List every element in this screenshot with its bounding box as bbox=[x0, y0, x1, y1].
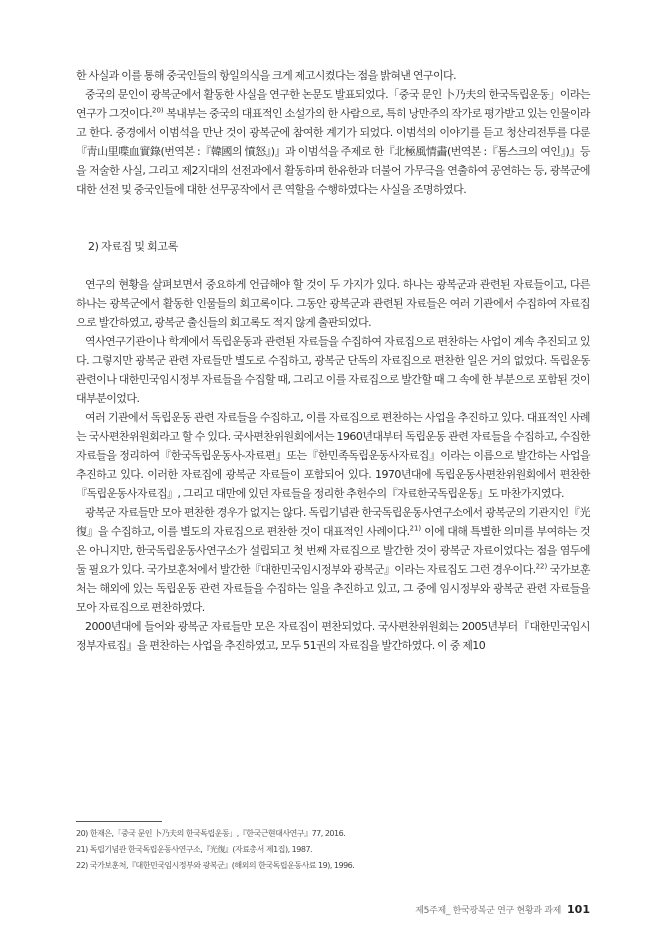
footnote-divider bbox=[76, 821, 162, 822]
footnote-ref: 21) bbox=[409, 524, 422, 533]
paragraph: 2000년대에 들어와 광복군 자료들만 모은 자료집이 편찬되었다. 국사편찬위원회는 2005년부터『대한민국임시정부자료집』을 편찬하는 사업을 추진하였고, 모두 51권의 자료집을 발간하였다. 이 중 제10 bbox=[76, 620, 590, 652]
running-title: 제5주제_ 한국광복군 연구 현황과 과제 bbox=[415, 906, 562, 916]
footnote: 22) 국가보훈처,『대한민국임시정부와 광복군』(해외의 한국독립운동사료 19), 1996. bbox=[76, 861, 355, 870]
paragraph: 역사연구기관이나 학계에서 독립운동과 관련된 자료들을 수집하여 자료집으로 편찬하는 사업이 계속 추진되고 있다. 그렇지만 광복군 관련 자료들만 별도로 수집하고, 광복군 단독의 자료집으로 편찬한 일은 거의 없었다. 독립운동 관련이나 대한민국임시정부 자료들을 수집할 때, 그리고 이를 자료집으로 발간할 때 그 속에 한 부분으로 포함된 것이 대부분이었다. bbox=[76, 335, 590, 405]
footnote-ref: 22) bbox=[535, 562, 548, 571]
body-text bbox=[76, 66, 590, 655]
footnotes bbox=[76, 826, 590, 874]
paragraph: 중국의 문인이 광복군에서 활동한 사실을 연구한 논문도 발표되었다.「중국 문인 卜乃夫의 한국독립운동」이라는 연구가 그것이다.$^{20)}$ 복내부는 중국의 대표적인 소설가의 한 사람으로, 특히 낭만주의 작가로 평가받고 있는 인물이라고 한다. 중경에서 이범석을 만난 것이 광복군에 참여한 계기가 되었다. 이범석의 이야기를 듣고 청산리전투를 다룬『靑山里喋血實錄(번역본 :『韓國의 憤怒』)』과 이범석을 주제로 한『北極風情畵(번역본 :『톰스크의 여인』)』등을 저술한 사실, 그리고 제2지대의 선전과에서 활동하며 한유한과 더불어 가무극을 연출하여 공연하는 등, 광복군에 대한 선전 및 중국인들에 대한 선무공작에서 큰 역할을 수행하였다는 사실을 조명하였다. bbox=[76, 88, 590, 196]
section-heading: 2) 자료집 및 회고록 bbox=[88, 240, 178, 253]
paragraph: 광복군 자료들만 모아 편찬한 경우가 없지는 않다. 독립기념관 한국독립운동사연구소에서 광복군의 기관지인『光復』을 수집하고, 이를 별도의 자료집으로 편찬한 것이 대표적인 사례이다.$^{21)}$ 이에 대해 특별한 의미를 부여하는 것은 아니지만, 한국독립운동사연구소가 설립되고 첫 번째 자료집으로 발간한 것이 광복군 자료이었다는 점을 염두에 둘 필요가 있다. 국가보훈처에서 발간한『대한민국임시정부와 광복군』이라는 자료집도 그런 경우이다.$^{22)}$ 국가보훈처는 해외에 있는 독립운동 관련 자료들을 수집하는 일을 추진하고 있고, 그 중에 임시정부와 광복군 관련 자료들을 모아 자료집으로 편찬하였다. bbox=[76, 506, 590, 614]
footnote: 20) 한재은,「중국 문인 卜乃夫의 한국독립운동」,『한국근현대사연구』77, 2016. bbox=[76, 829, 346, 838]
paragraph: 여러 기관에서 독립운동 관련 자료들을 수집하고, 이를 자료집으로 편찬하는 사업을 추진하고 있다. 대표적인 사례는 국사편찬위원회라고 할 수 있다. 국사편찬위원회에서는 1960년대부터 독립운동 관련 자료들을 수집하고, 수집한 자료들을 정리하여『한국독립운동사-자료편』또는『한민족독립운동사자료집』이라는 이름으로 발간하는 사업을 추진하고 있다. 이러한 자료집에 광복군 자료들이 포함되어 있다. 1970년대에 독립운동사편찬위원회에서 편찬한『독립운동사자료집』, 그리고 대만에 있던 자료들을 정리한 추헌수의『자료한국독립운동』도 마찬가지였다. bbox=[76, 411, 590, 500]
page-footer bbox=[380, 898, 590, 917]
footnote: 21) 독립기념관 한국독립운동사연구소,『光復』(자료총서 제1집), 1987. bbox=[76, 845, 313, 854]
footnote-ref: 20) bbox=[152, 106, 164, 115]
paragraph: 연구의 현황을 살펴보면서 중요하게 언급해야 할 것이 두 가지가 있다. 하나는 광복군과 관련된 자료들이고, 다른 하나는 광복군에서 활동한 인물들의 회고록이다. 그동안 광복군과 관련된 자료들은 여러 기관에서 수집하여 자료집으로 발간하였고, 광복군 출신들의 회고록도 적지 않게 출판되었다. bbox=[76, 278, 590, 329]
paragraph: 한 사실과 이를 통해 중국인들의 항일의식을 크게 제고시켰다는 점을 밝혀낸 연구이다. bbox=[76, 69, 457, 82]
page-number: 101 bbox=[567, 903, 590, 916]
